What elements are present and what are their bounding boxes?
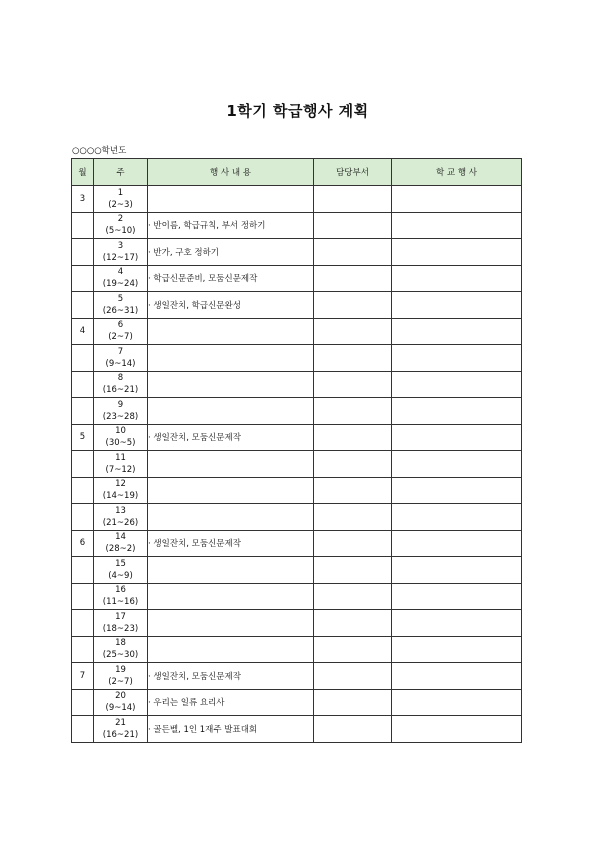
table-row (72, 318, 522, 345)
event-content-cell: · 생일잔치, 모둠신문제작 (148, 530, 314, 557)
month-cell (72, 451, 94, 478)
month-cell: 3 (72, 186, 94, 213)
week-number: 4 (117, 267, 124, 278)
event-content-cell (148, 557, 314, 584)
week-cell (94, 583, 148, 610)
school-event-cell (392, 583, 522, 610)
event-content-cell (148, 636, 314, 663)
dept-cell (314, 292, 392, 319)
dept-cell (314, 212, 392, 239)
month-cell (72, 212, 94, 239)
event-content-cell (148, 477, 314, 504)
week-cell (94, 239, 148, 266)
month-cell (72, 371, 94, 398)
week-number: 20 (115, 691, 126, 702)
week-cell (94, 451, 148, 478)
event-content-cell: · 반가, 구호 정하기 (148, 239, 314, 266)
week-dates: (16~21) (102, 385, 139, 396)
week-dates: (9~14) (105, 703, 136, 714)
event-content-cell (148, 451, 314, 478)
school-event-cell (392, 239, 522, 266)
table-row (72, 504, 522, 531)
week-cell (94, 716, 148, 743)
dept-cell (314, 557, 392, 584)
week-number: 5 (117, 293, 124, 304)
week-dates: (2~3) (108, 199, 133, 210)
event-content-cell (148, 610, 314, 637)
week-number: 19 (115, 664, 126, 675)
week-cell (94, 663, 148, 690)
event-content-cell: · 반이름, 학급규칙, 부서 정하기 (148, 212, 314, 239)
event-content-cell: · 우리는 일류 요리사 (148, 689, 314, 716)
week-number: 21 (115, 717, 126, 728)
dept-cell (314, 716, 392, 743)
week-number: 12 (115, 479, 126, 490)
week-cell (94, 424, 148, 451)
week-dates: (7~12) (105, 464, 136, 475)
week-cell (94, 557, 148, 584)
week-number: 18 (115, 638, 126, 649)
table-row (72, 636, 522, 663)
event-content-cell (148, 371, 314, 398)
dept-cell (314, 345, 392, 372)
table-row (72, 212, 522, 239)
month-cell (72, 292, 94, 319)
week-cell (94, 371, 148, 398)
week-number: 6 (117, 320, 124, 331)
table-row (72, 371, 522, 398)
school-event-cell (392, 292, 522, 319)
dept-cell (314, 663, 392, 690)
header-row (72, 159, 522, 186)
week-dates: (12~17) (102, 252, 139, 263)
header-month: 월 (72, 159, 94, 186)
month-cell (72, 398, 94, 425)
table-row (72, 424, 522, 451)
table-row (72, 583, 522, 610)
header-school-event: 학 교 행 사 (392, 159, 522, 186)
dept-cell (314, 265, 392, 292)
school-event-cell (392, 610, 522, 637)
dept-cell (314, 583, 392, 610)
week-dates: (4~9) (108, 570, 133, 581)
school-event-cell (392, 636, 522, 663)
school-event-cell (392, 398, 522, 425)
month-cell (72, 583, 94, 610)
table-row (72, 689, 522, 716)
school-event-cell (392, 186, 522, 213)
week-number: 1 (117, 187, 124, 198)
dept-cell (314, 371, 392, 398)
header-dept: 담당부서 (314, 159, 392, 186)
week-number: 2 (117, 214, 124, 225)
week-cell (94, 636, 148, 663)
month-cell: 5 (72, 424, 94, 451)
table-row (72, 716, 522, 743)
table-row (72, 557, 522, 584)
school-event-cell (392, 345, 522, 372)
dept-cell (314, 318, 392, 345)
week-cell (94, 345, 148, 372)
table-row (72, 345, 522, 372)
dept-cell (314, 451, 392, 478)
table-body (72, 186, 522, 743)
dept-cell (314, 636, 392, 663)
event-content-cell: · 생일잔치, 모둠신문제작 (148, 663, 314, 690)
dept-cell (314, 424, 392, 451)
week-cell (94, 265, 148, 292)
week-cell (94, 186, 148, 213)
week-dates: (5~10) (105, 226, 136, 237)
page-title: 1학기 학급행사 계획 (226, 102, 369, 120)
school-event-cell (392, 371, 522, 398)
dept-cell (314, 186, 392, 213)
table-row (72, 265, 522, 292)
week-number: 15 (115, 558, 126, 569)
week-cell (94, 530, 148, 557)
month-cell (72, 636, 94, 663)
month-cell (72, 716, 94, 743)
week-cell (94, 477, 148, 504)
table-row (72, 610, 522, 637)
table-row (72, 477, 522, 504)
event-content-cell (148, 345, 314, 372)
month-cell (72, 504, 94, 531)
week-cell (94, 398, 148, 425)
month-cell: 4 (72, 318, 94, 345)
week-dates: (19~24) (102, 279, 139, 290)
month-cell (72, 239, 94, 266)
week-dates: (25~30) (102, 650, 139, 661)
school-event-cell (392, 663, 522, 690)
event-content-cell (148, 186, 314, 213)
table-row (72, 530, 522, 557)
dept-cell (314, 239, 392, 266)
week-number: 17 (115, 611, 126, 622)
school-event-cell (392, 424, 522, 451)
month-cell: 6 (72, 530, 94, 557)
school-event-cell (392, 689, 522, 716)
header-event: 행 사 내 용 (148, 159, 314, 186)
week-dates: (14~19) (102, 491, 139, 502)
event-plan-table (71, 158, 522, 743)
month-cell (72, 610, 94, 637)
header-week: 주 (94, 159, 148, 186)
week-cell (94, 610, 148, 637)
month-cell (72, 345, 94, 372)
week-dates: (23~28) (102, 411, 139, 422)
table-row (72, 451, 522, 478)
event-content-cell: · 학급신문준비, 모둠신문제작 (148, 265, 314, 292)
week-cell (94, 292, 148, 319)
month-cell: 7 (72, 663, 94, 690)
school-event-cell (392, 212, 522, 239)
table-row (72, 398, 522, 425)
week-cell (94, 318, 148, 345)
dept-cell (314, 610, 392, 637)
school-event-cell (392, 318, 522, 345)
school-event-cell (392, 504, 522, 531)
event-content-cell (148, 398, 314, 425)
week-dates: (2~7) (108, 332, 133, 343)
table-row (72, 239, 522, 266)
week-cell (94, 504, 148, 531)
table-row (72, 186, 522, 213)
school-year-label: ○○○○학년도 (72, 146, 127, 156)
event-content-cell: · 생일잔치, 학급신문완성 (148, 292, 314, 319)
dept-cell (314, 689, 392, 716)
week-dates: (9~14) (105, 358, 136, 369)
dept-cell (314, 477, 392, 504)
week-dates: (21~26) (102, 517, 139, 528)
week-number: 10 (115, 426, 126, 437)
month-cell (72, 477, 94, 504)
school-event-cell (392, 477, 522, 504)
dept-cell (314, 504, 392, 531)
school-event-cell (392, 451, 522, 478)
school-event-cell (392, 265, 522, 292)
event-content-cell (148, 583, 314, 610)
event-content-cell (148, 318, 314, 345)
school-event-cell (392, 716, 522, 743)
month-cell (72, 689, 94, 716)
week-dates: (28~2) (105, 544, 136, 555)
week-dates: (11~16) (102, 597, 139, 608)
dept-cell (314, 398, 392, 425)
month-cell (72, 557, 94, 584)
school-event-cell (392, 557, 522, 584)
week-cell (94, 212, 148, 239)
week-number: 16 (115, 585, 126, 596)
week-number: 11 (115, 452, 126, 463)
week-number: 3 (117, 240, 124, 251)
week-number: 13 (115, 505, 126, 516)
week-dates: (18~23) (102, 623, 139, 634)
event-content-cell: · 골든벨, 1인 1재주 발표대회 (148, 716, 314, 743)
dept-cell (314, 530, 392, 557)
week-dates: (2~7) (108, 676, 133, 687)
event-content-cell (148, 504, 314, 531)
school-event-cell (392, 530, 522, 557)
week-dates: (16~21) (102, 729, 139, 740)
table-header (72, 159, 522, 186)
week-cell (94, 689, 148, 716)
week-number: 14 (115, 532, 126, 543)
week-dates: (30~5) (105, 438, 136, 449)
week-dates: (26~31) (102, 305, 139, 316)
table-row (72, 663, 522, 690)
event-content-cell: · 생일잔치, 모둠신문제작 (148, 424, 314, 451)
week-number: 9 (117, 399, 124, 410)
month-cell (72, 265, 94, 292)
week-number: 8 (117, 373, 124, 384)
week-number: 7 (117, 346, 124, 357)
table-row (72, 292, 522, 319)
